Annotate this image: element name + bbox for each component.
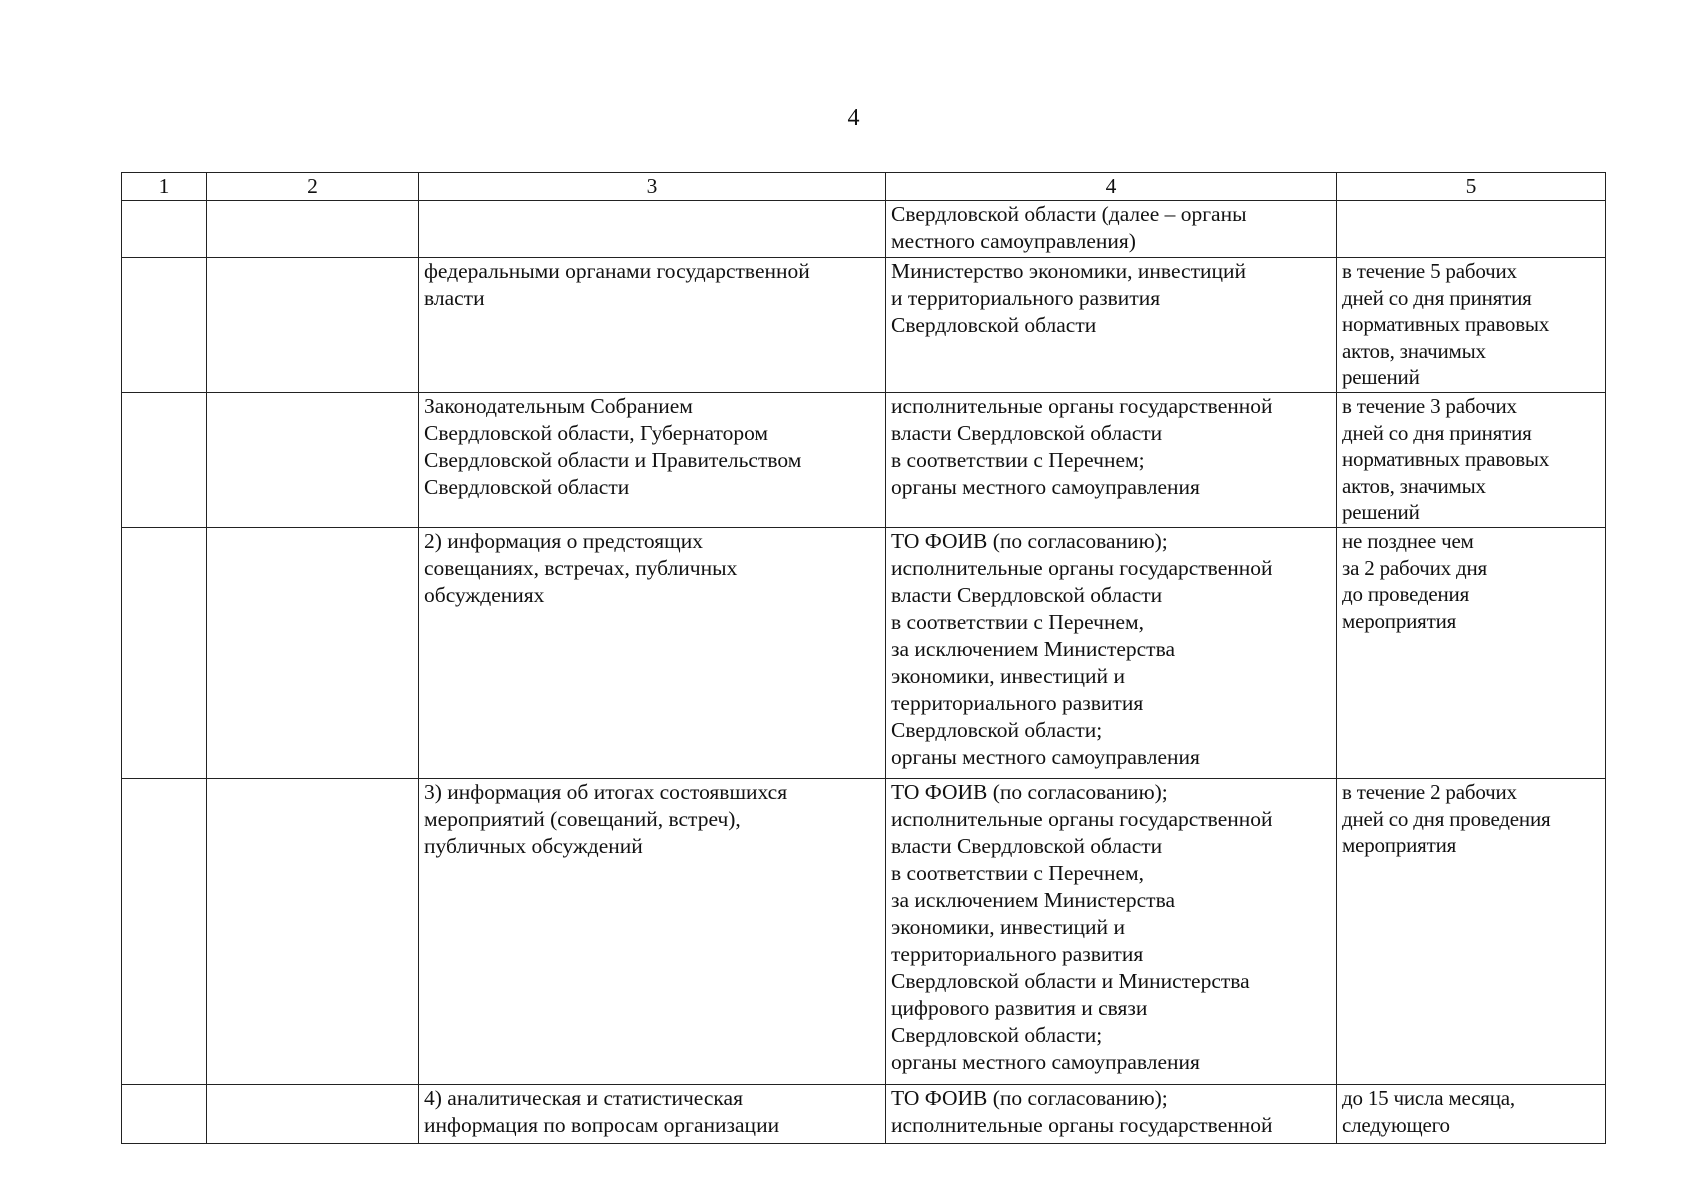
table-cell-col-4 <box>886 1085 1337 1144</box>
cell-text-line: местного самоуправления) <box>891 229 1136 253</box>
cell-text-line: исполнительные органы государственной <box>891 394 1273 418</box>
cell-text-line: актов, значимых <box>1342 338 1486 363</box>
table-cell-col-3 <box>419 258 886 393</box>
cell-text-line: публичных обсуждений <box>424 834 643 858</box>
table-row <box>122 1085 1606 1144</box>
cell-text-line: Свердловской области; <box>891 718 1103 742</box>
cell-text-line: исполнительные органы государственной <box>891 1113 1273 1137</box>
cell-text-line: информация по вопросам организации <box>424 1113 780 1137</box>
cell-text-line: мероприятия <box>1342 833 1457 857</box>
table-row <box>122 528 1606 779</box>
cell-text-line: власти <box>424 286 485 310</box>
table-cell-col-1 <box>122 1085 207 1144</box>
cell-text-line: в соответствии с Перечнем, <box>891 610 1144 634</box>
table-cell-col-5 <box>1337 528 1606 779</box>
cell-text-line: нормативных правовых <box>1342 312 1550 336</box>
table-cell-col-2 <box>207 779 419 1085</box>
cell-text-line: территориального развития <box>891 942 1144 966</box>
page-number: 4 <box>847 105 860 131</box>
cell-text-line: Свердловской области, Губернатором <box>424 421 769 445</box>
cell-text-line: за исключением Министерства <box>891 888 1175 912</box>
cell-text-line: исполнительные органы государственной <box>891 556 1273 580</box>
cell-text-line: органы местного самоуправления <box>891 475 1200 499</box>
cell-text-line: в соответствии с Перечнем, <box>891 861 1144 885</box>
cell-text-line: до 15 числа месяца, <box>1342 1086 1515 1110</box>
table-cell-col-3 <box>419 1085 886 1144</box>
cell-text-line: Свердловской области; <box>891 1023 1103 1047</box>
table-cell-col-1 <box>122 201 207 258</box>
header-cell-2: 2 <box>207 173 419 201</box>
cell-text-line: власти Свердловской области <box>891 421 1163 445</box>
table-row <box>122 393 1606 528</box>
table-cell-col-3 <box>419 393 886 528</box>
cell-text-line: власти Свердловской области <box>891 583 1163 607</box>
table-cell-col-1 <box>122 258 207 393</box>
cell-text-line: мероприятий (совещаний, встреч), <box>424 807 741 831</box>
table-cell-col-1 <box>122 779 207 1085</box>
cell-text-line: Свердловской области и Министерства <box>891 969 1250 993</box>
cell-text-line: дней со дня проведения <box>1342 806 1551 831</box>
header-cell-1: 1 <box>122 173 207 201</box>
cell-text-line: следующего <box>1342 1112 1450 1137</box>
table-cell-col-5 <box>1337 1085 1606 1144</box>
table-row <box>122 201 1606 258</box>
cell-text-line: и территориального развития <box>891 286 1161 310</box>
cell-text-line: территориального развития <box>891 691 1144 715</box>
table-cell-col-3 <box>419 779 886 1085</box>
cell-text-line: Свердловской области (далее – органы <box>891 202 1247 226</box>
table-cell-col-5 <box>1337 779 1606 1085</box>
table-cell-col-2 <box>207 1085 419 1144</box>
table-cell-col-5 <box>1337 201 1606 258</box>
cell-text-line: ТО ФОИВ (по согласованию); <box>891 529 1168 553</box>
table-row <box>122 779 1606 1085</box>
cell-text-line: ТО ФОИВ (по согласованию); <box>891 780 1168 804</box>
cell-text-line: решений <box>1342 500 1420 524</box>
table-cell-col-4 <box>886 779 1337 1085</box>
table-cell-col-2 <box>207 528 419 779</box>
cell-text-line: решений <box>1342 365 1420 389</box>
header-cell-3: 3 <box>419 173 886 201</box>
cell-text-line: в течение 2 рабочих <box>1342 780 1517 804</box>
table-cell-col-4 <box>886 393 1337 528</box>
table-header-row <box>122 173 1606 201</box>
table-cell-col-4 <box>886 201 1337 258</box>
table-cell-col-2 <box>207 201 419 258</box>
cell-text-line: Законодательным Собранием <box>424 394 693 418</box>
cell-text-line: органы местного самоуправления <box>891 745 1200 769</box>
table-cell-col-4 <box>886 258 1337 393</box>
cell-text-line: 3) информация об итогах состоявшихся <box>424 780 788 804</box>
cell-text-line: органы местного самоуправления <box>891 1050 1200 1074</box>
cell-text-line: дней со дня принятия <box>1342 420 1532 445</box>
cell-text-line: за исключением Министерства <box>891 637 1175 661</box>
cell-text-line: Свердловской области <box>891 313 1097 337</box>
cell-text-line: дней со дня принятия <box>1342 285 1532 310</box>
cell-text-line: совещаниях, встречах, публичных <box>424 556 738 580</box>
table-cell-col-3 <box>419 201 886 258</box>
cell-text-line: экономики, инвестиций и <box>891 664 1125 688</box>
cell-text-line: власти Свердловской области <box>891 834 1163 858</box>
cell-text-line: 4) аналитическая и статистическая <box>424 1086 743 1110</box>
cell-text-line: за 2 рабочих дня <box>1342 555 1488 580</box>
table-cell-col-4 <box>886 528 1337 779</box>
cell-text-line: ТО ФОИВ (по согласованию); <box>891 1086 1168 1110</box>
cell-text-line: нормативных правовых <box>1342 447 1550 471</box>
cell-text-line: цифрового развития и связи <box>891 996 1148 1020</box>
cell-text-line: Свердловской области и Правительством <box>424 448 802 472</box>
cell-text-line: экономики, инвестиций и <box>891 915 1125 939</box>
header-cell-4: 4 <box>886 173 1337 201</box>
table-cell-col-2 <box>207 393 419 528</box>
cell-text-line: в течение 3 рабочих <box>1342 394 1517 418</box>
table-row <box>122 258 1606 393</box>
cell-text-line: Свердловской области <box>424 475 630 499</box>
table-cell-col-1 <box>122 393 207 528</box>
document-table <box>121 172 1606 1144</box>
cell-text-line: федеральными органами государственной <box>424 259 810 283</box>
table-cell-col-1 <box>122 528 207 779</box>
cell-text-line: обсуждениях <box>424 583 545 607</box>
cell-text-line: 2) информация о предстоящих <box>424 529 703 553</box>
cell-text-line: Министерство экономики, инвестиций <box>891 259 1247 283</box>
table-cell-col-3 <box>419 528 886 779</box>
cell-text-line: актов, значимых <box>1342 473 1486 498</box>
cell-text-line: исполнительные органы государственной <box>891 807 1273 831</box>
cell-text-line: не позднее чем <box>1342 529 1474 553</box>
cell-text-line: мероприятия <box>1342 608 1457 633</box>
cell-text-line: до проведения <box>1342 582 1470 606</box>
table-cell-col-5 <box>1337 393 1606 528</box>
header-cell-5: 5 <box>1337 173 1606 201</box>
table-cell-col-2 <box>207 258 419 393</box>
cell-text-line: в соответствии с Перечнем; <box>891 448 1145 472</box>
table-cell-col-5 <box>1337 258 1606 393</box>
cell-text-line: в течение 5 рабочих <box>1342 259 1517 283</box>
